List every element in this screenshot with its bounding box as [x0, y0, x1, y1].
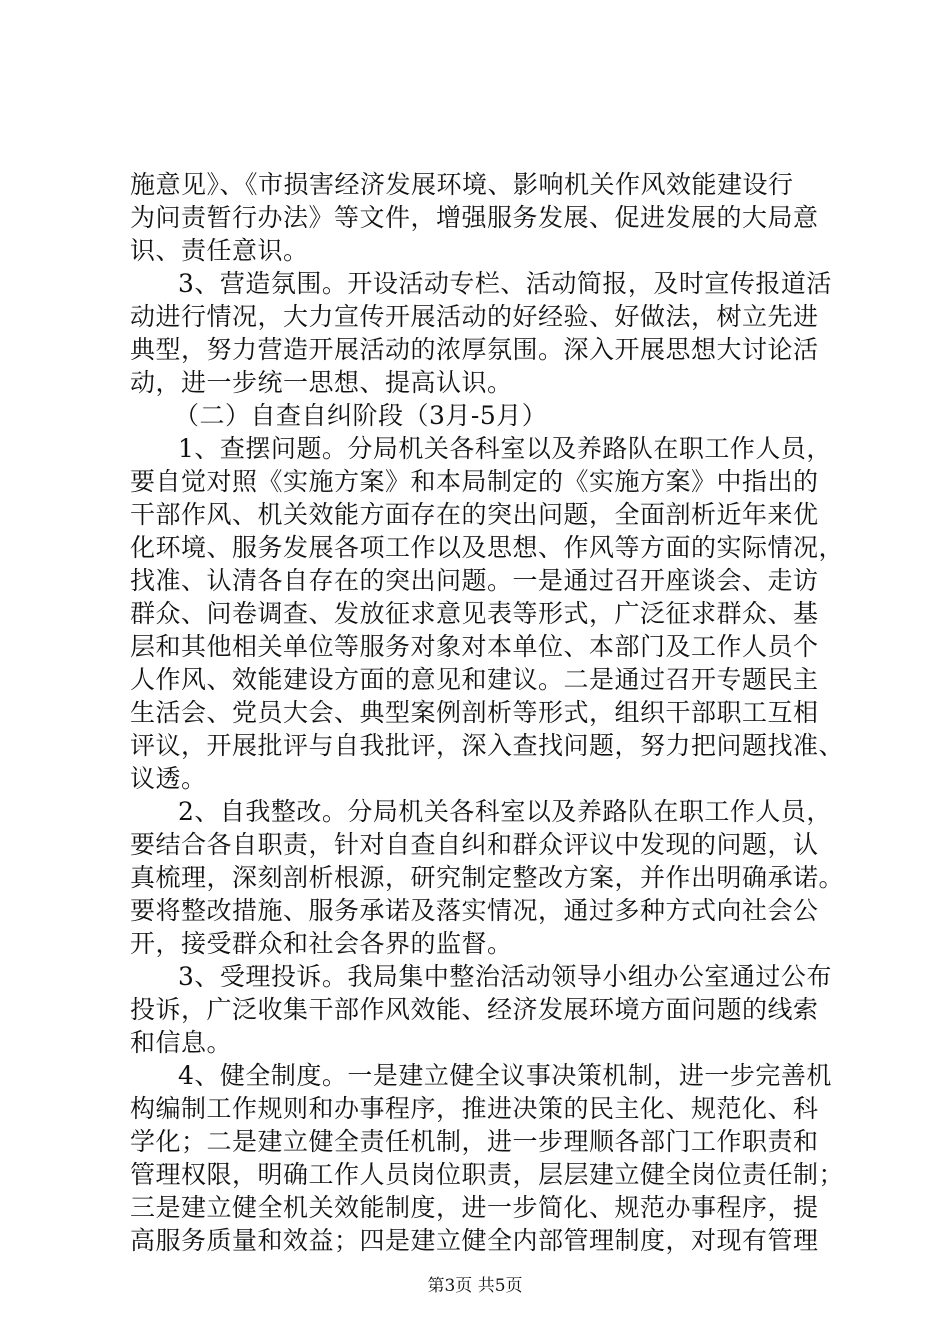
text-line: 人作风、效能建设方面的意见和建议。二是通过召开专题民主 [130, 665, 819, 694]
body-text [130, 168, 845, 1257]
text-line: 群众、问卷调查、发放征求意见表等形式，广泛征求群众、基 [130, 599, 819, 628]
text-line: 管理权限，明确工作人员岗位职责，层层建立健全岗位责任制； [130, 1160, 845, 1189]
page-footer: 第3页 共5页 [427, 1276, 523, 1296]
text-line: 识、责任意识。 [130, 236, 309, 265]
text-line: 干部作风、机关效能方面存在的突出问题，全面剖析近年来优 [130, 500, 819, 529]
text-line: 化环境、服务发展各项工作以及思想、作风等方面的实际情况， [130, 533, 845, 562]
text-line: 议透。 [130, 764, 207, 793]
text-line: 施意见》、《市损害经济发展环境、影响机关作风效能建设行 [130, 170, 794, 199]
paragraph-start: 3、营造氛围。开设活动专栏、活动简报，及时宣传报道活 [178, 269, 832, 298]
text-line: 和信息。 [130, 1028, 233, 1057]
paragraph-start: 3、受理投诉。我局集中整治活动领导小组办公室通过公布 [178, 962, 832, 991]
section-heading: （二）自查自纠阶段（3月-5月） [174, 401, 548, 430]
text-line: 找准、认清各自存在的突出问题。一是通过召开座谈会、走访 [130, 566, 819, 595]
text-line: 要将整改措施、服务承诺及落实情况，通过多种方式向社会公 [130, 896, 819, 925]
text-line: 层和其他相关单位等服务对象对本单位、本部门及工作人员个 [130, 632, 819, 661]
text-line: 真梳理，深刻剖析根源，研究制定整改方案，并作出明确承诺。 [130, 863, 845, 892]
paragraph-start: 1、查摆问题。分局机关各科室以及养路队在职工作人员， [178, 434, 832, 463]
text-line: 学化；二是建立健全责任机制，进一步理顺各部门工作职责和 [130, 1127, 819, 1156]
text-line: 典型，努力营造开展活动的浓厚氛围。深入开展思想大讨论活 [130, 335, 819, 364]
text-line: 为问责暂行办法》等文件，增强服务发展、促进发展的大局意 [130, 203, 819, 232]
text-line: 高服务质量和效益；四是建立健全内部管理制度，对现有管理 [130, 1226, 819, 1255]
text-line: 投诉，广泛收集干部作风效能、经济发展环境方面问题的线索 [130, 995, 819, 1024]
text-line: 要自觉对照《实施方案》和本局制定的《实施方案》中指出的 [130, 467, 819, 496]
text-line: 评议，开展批评与自我批评，深入查找问题，努力把问题找准、 [130, 731, 845, 760]
paragraph-start: 2、自我整改。分局机关各科室以及养路队在职工作人员， [178, 797, 832, 826]
text-line: 动进行情况，大力宣传开展活动的好经验、好做法，树立先进 [130, 302, 819, 331]
paragraph-start: 4、健全制度。一是建立健全议事决策机制，进一步完善机 [178, 1061, 832, 1090]
text-line: 生活会、党员大会、典型案例剖析等形式，组织干部职工互相 [130, 698, 819, 727]
text-line: 三是建立健全机关效能制度，进一步简化、规范办事程序，提 [130, 1193, 819, 1222]
text-line: 构编制工作规则和办事程序，推进决策的民主化、规范化、科 [130, 1094, 819, 1123]
text-line: 要结合各自职责，针对自查自纠和群众评议中发现的问题，认 [130, 830, 819, 859]
text-line: 开，接受群众和社会各界的监督。 [130, 929, 513, 958]
text-line: 动，进一步统一思想、提高认识。 [130, 368, 513, 397]
